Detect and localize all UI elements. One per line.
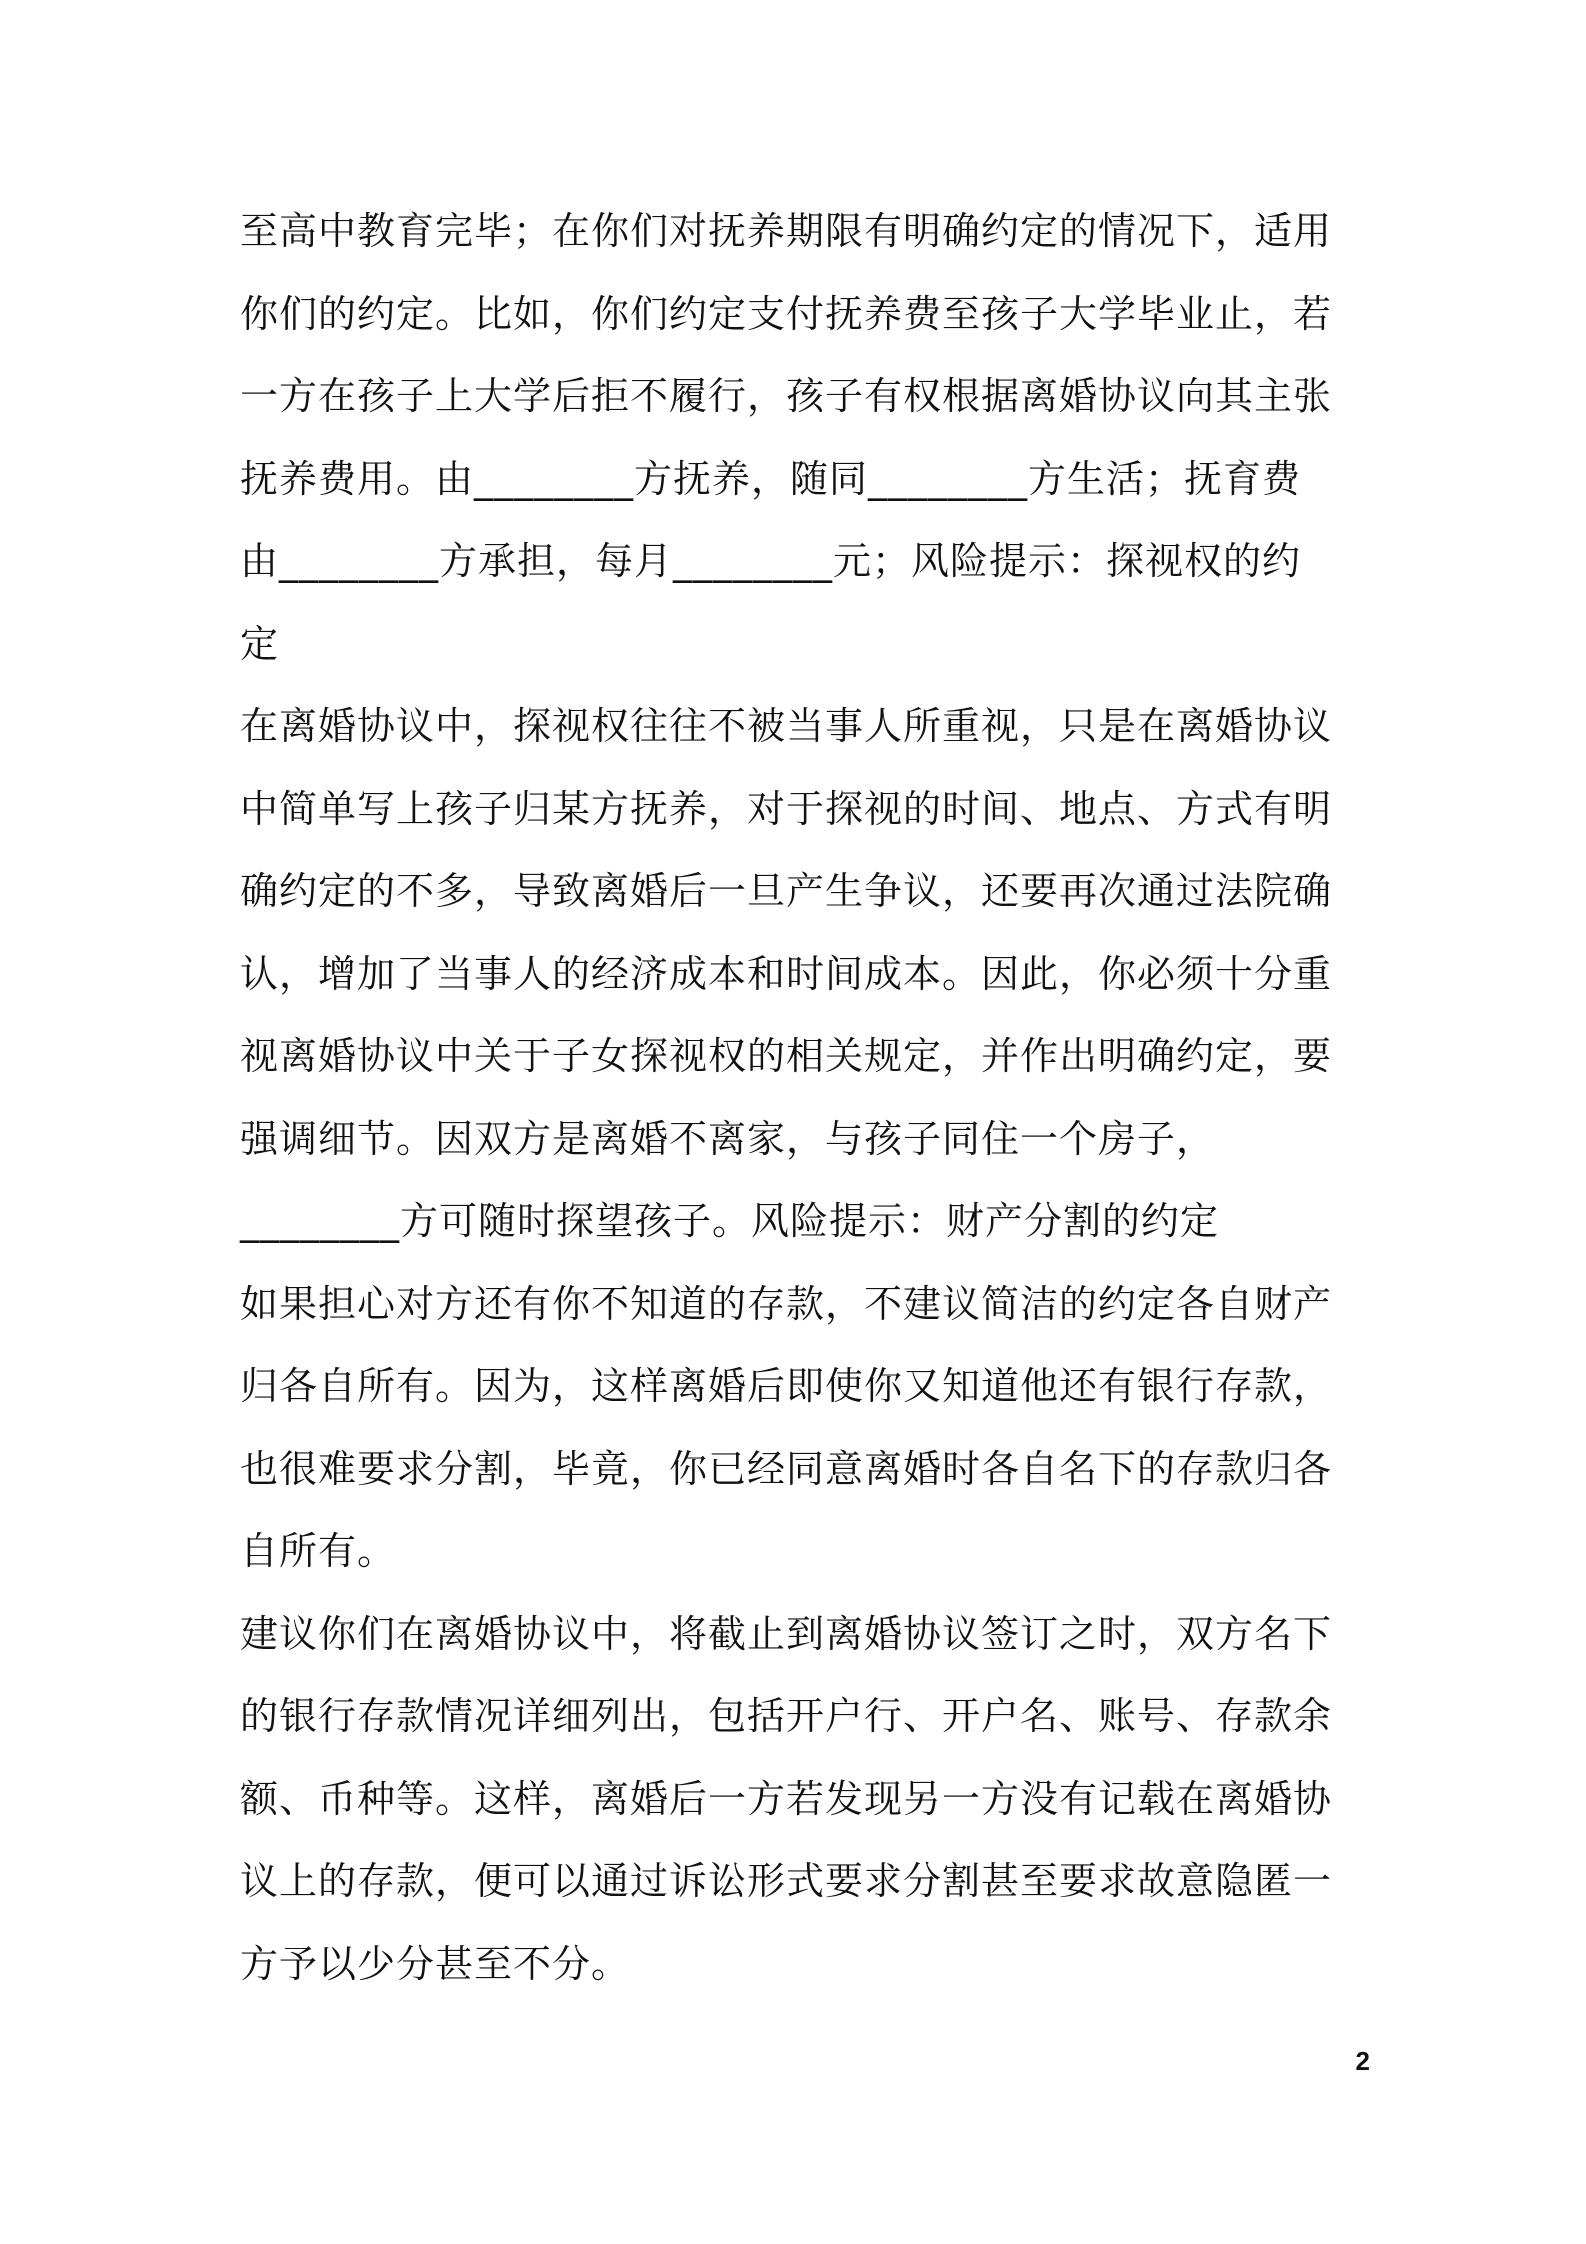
text-line: 认，增加了当事人的经济成本和时间成本。因此，你必须十分重 <box>240 951 1333 996</box>
text-line: 强调细节。因双方是离婚不离家，与孩子同住一个房子， <box>240 1116 1216 1161</box>
text-line: 议上的存款，便可以通过诉讼形式要求分割甚至要求故意隐匿一 <box>240 1859 1333 1903</box>
text-line: 确约定的不多，导致离婚后一旦产生争议，还要再次通过法院确 <box>240 869 1333 913</box>
text-line: 建议你们在离婚协议中，将截止到离婚协议签订之时，双方名下 <box>240 1611 1333 1656</box>
text-line: 额、币种等。这样，离婚后一方若发现另一方没有记载在离婚协 <box>240 1776 1333 1821</box>
text-line: 如果担心对方还有你不知道的存款，不建议简洁的约定各自财产 <box>240 1281 1333 1326</box>
text-line: 方予以少分甚至不分。 <box>240 1941 631 1986</box>
text-line: 中简单写上孩子归某方抚养，对于探视的时间、地点、方式有明 <box>240 786 1333 831</box>
text-line: 在离婚协议中，探视权往往不被当事人所重视，只是在离婚协议 <box>240 704 1333 748</box>
page-number: 2 <box>1355 2046 1370 2076</box>
text-line: 抚养费用。由________方抚养，随同________方生活；抚育费 <box>240 456 1302 501</box>
document-body <box>240 190 1360 2005</box>
text-line: 至高中教育完毕；在你们对抚养期限有明确约定的情况下，适用 <box>240 209 1333 253</box>
text-line: 归各自所有。因为，这样离婚后即使你又知道他还有银行存款， <box>240 1364 1333 1408</box>
text-line: ________方可随时探望孩子。风险提示：财产分割的约定 <box>240 1199 1220 1243</box>
text-line: 一方在孩子上大学后拒不履行，孩子有权根据离婚协议向其主张 <box>240 374 1333 418</box>
text-line: 由________方承担，每月________元；风险提示：探视权的约 <box>240 539 1302 583</box>
text-line: 自所有。 <box>240 1529 397 1573</box>
text-line: 你们的约定。比如，你们约定支付抚养费至孩子大学毕业止，若 <box>240 291 1333 336</box>
text-line: 的银行存款情况详细列出，包括开户行、开户名、账号、存款余 <box>240 1694 1333 1738</box>
text-line: 也很难要求分割，毕竟，你已经同意离婚时各自名下的存款归各 <box>240 1446 1333 1491</box>
text-line: 视离婚协议中关于子女探视权的相关规定，并作出明确约定，要 <box>240 1034 1333 1078</box>
text-line: 定 <box>240 621 280 666</box>
